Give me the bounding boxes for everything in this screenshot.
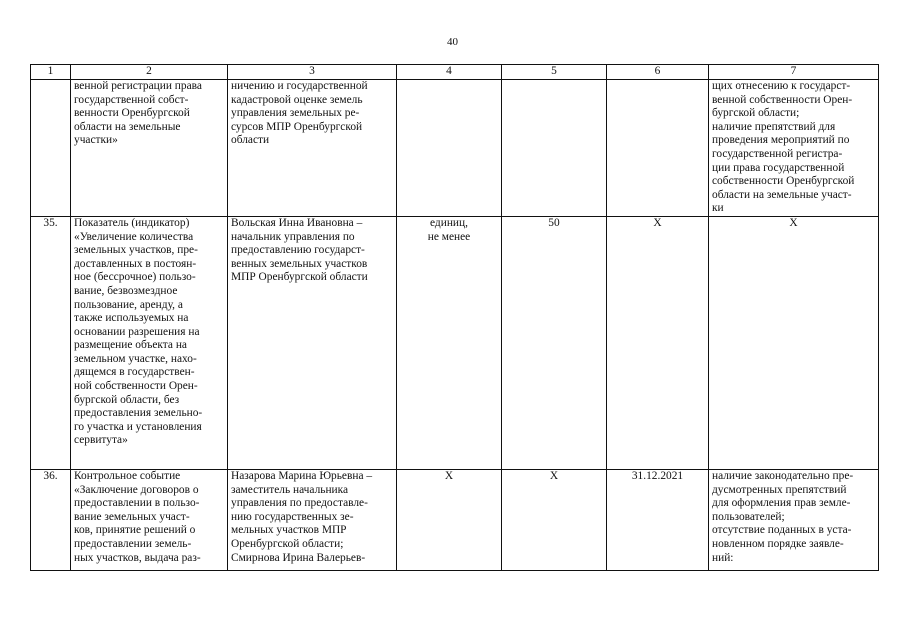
text-line: ки: [712, 202, 724, 215]
risks-cell: [709, 80, 879, 217]
text-line: отсутствие поданных в уста-: [712, 524, 852, 537]
text-line: области: [231, 134, 270, 147]
text-line: управления земельных ре-: [231, 107, 360, 120]
responsible-person: [228, 80, 397, 217]
responsible-person: [228, 216, 397, 469]
text-line: ных участков, выдача раз-: [74, 551, 201, 564]
text-line: Показатель (индикатор): [74, 216, 190, 229]
text-line: для оформления прав земле-: [712, 497, 851, 510]
text-line: также используемых на: [74, 312, 189, 325]
header-col-5: 5: [502, 65, 607, 80]
text-line: заместитель начальника: [231, 483, 349, 496]
text-line: размещение объекта на: [74, 339, 187, 352]
text-line: наличие препятствий для: [712, 120, 836, 133]
text-line: участки»: [74, 134, 118, 147]
text-line: ное (бессрочное) пользо-: [74, 271, 196, 284]
header-col-2: 2: [71, 65, 228, 80]
header-col-1: 1: [31, 65, 71, 80]
text-line: дящемся в государствен-: [74, 366, 195, 379]
text-line: земельных участков, пре-: [74, 244, 198, 257]
risks-cell: [709, 469, 879, 570]
text-line: области на земельные участ-: [712, 188, 852, 201]
text-line: государственной собст-: [74, 93, 189, 106]
value-cell: 50: [502, 216, 607, 469]
risks-cell: X: [709, 216, 879, 469]
text-line: Контрольное событие: [74, 469, 181, 482]
text-line: щих отнесению к государст-: [712, 80, 851, 92]
text-line: МПР Оренбургской области: [231, 271, 368, 284]
page-number: 40: [447, 36, 458, 48]
text-line: сервитута»: [74, 434, 128, 447]
table-row: [31, 216, 879, 469]
text-line: ничению и государственной: [231, 80, 368, 92]
text-line: доставленных в постоян-: [74, 257, 197, 270]
text-line: новленном порядке заявле-: [712, 537, 844, 550]
text-line: венной собственности Орен-: [712, 93, 853, 106]
text-line: «Увеличение количества: [74, 230, 194, 243]
text-line: пользователей;: [712, 510, 785, 523]
text-line: дусмотренных препятствий: [712, 483, 847, 496]
table-row: [31, 80, 879, 217]
text-line: Оренбургской области;: [231, 537, 344, 550]
text-line: единиц,: [430, 216, 468, 229]
header-col-3: 3: [228, 65, 397, 80]
text-line: земельном участке, нахо-: [74, 352, 197, 365]
text-line: ний:: [712, 551, 734, 564]
text-line: пользование, аренду, а: [74, 298, 183, 311]
text-line: предоставлении в пользо-: [74, 497, 200, 510]
text-line: ции права государственной: [712, 161, 845, 174]
unit-cell: X: [397, 469, 502, 570]
unit-cell: [397, 80, 502, 217]
text-line: ков, принятие решений о: [74, 524, 196, 537]
text-line: венной регистрации права: [74, 80, 202, 92]
text-line: го участка и установления: [74, 420, 202, 433]
text-line: основании разрешения на: [74, 325, 200, 338]
text-line: венности Оренбургской: [74, 107, 190, 120]
text-line: кадастровой оценке земель: [231, 93, 363, 106]
text-line: нию государственных зе-: [231, 510, 354, 523]
text-line: начальник управления по: [231, 230, 355, 243]
header-col-4: 4: [397, 65, 502, 80]
indicator-name: [71, 80, 228, 217]
text-line: сурсов МПР Оренбургской: [231, 120, 363, 133]
text-line: венных земельных участков: [231, 257, 368, 270]
text-line: вание земельных участ-: [74, 510, 190, 523]
table-row: [31, 469, 879, 570]
text-line: «Заключение договоров о: [74, 483, 199, 496]
row-number: 36.: [31, 469, 71, 570]
value-cell: [502, 80, 607, 217]
text-line: собственности Оренбургской: [712, 175, 855, 188]
value-cell: X: [502, 469, 607, 570]
text-line: проведения мероприятий по: [712, 134, 850, 147]
indicator-name: [71, 216, 228, 469]
text-line: предоставления земельно-: [74, 407, 203, 420]
text-line: предоставлении земель-: [74, 537, 192, 550]
text-line: бургской области;: [712, 107, 800, 120]
date-cell: [607, 80, 709, 217]
text-line: управления по предоставле-: [231, 497, 368, 510]
text-line: государственной регистра-: [712, 147, 843, 160]
text-line: бургской области, без: [74, 393, 180, 406]
document-table: [30, 64, 879, 571]
indicator-name: [71, 469, 228, 570]
text-line: ной собственности Орен-: [74, 380, 198, 393]
text-line: мельных участков МПР: [231, 524, 347, 537]
unit-cell: [397, 216, 502, 469]
date-cell: 31.12.2021: [607, 469, 709, 570]
row-number: [31, 80, 71, 217]
text-line: вание, безвозмездное: [74, 284, 178, 297]
text-line: наличие законодательно пре-: [712, 469, 854, 482]
row-number: 35.: [31, 216, 71, 469]
text-line: области на земельные: [74, 120, 181, 133]
text-line: Смирнова Ирина Валерьев-: [231, 551, 366, 564]
header-col-6: 6: [607, 65, 709, 80]
date-cell: X: [607, 216, 709, 469]
text-line: Вольская Инна Ивановна –: [231, 216, 363, 229]
text-line: Назарова Марина Юрьевна –: [231, 469, 373, 482]
header-col-7: 7: [709, 65, 879, 80]
text-line: не менее: [427, 230, 471, 243]
text-line: предоставлению государст-: [231, 244, 365, 257]
responsible-person: [228, 469, 397, 570]
table-header-row: [31, 65, 879, 80]
